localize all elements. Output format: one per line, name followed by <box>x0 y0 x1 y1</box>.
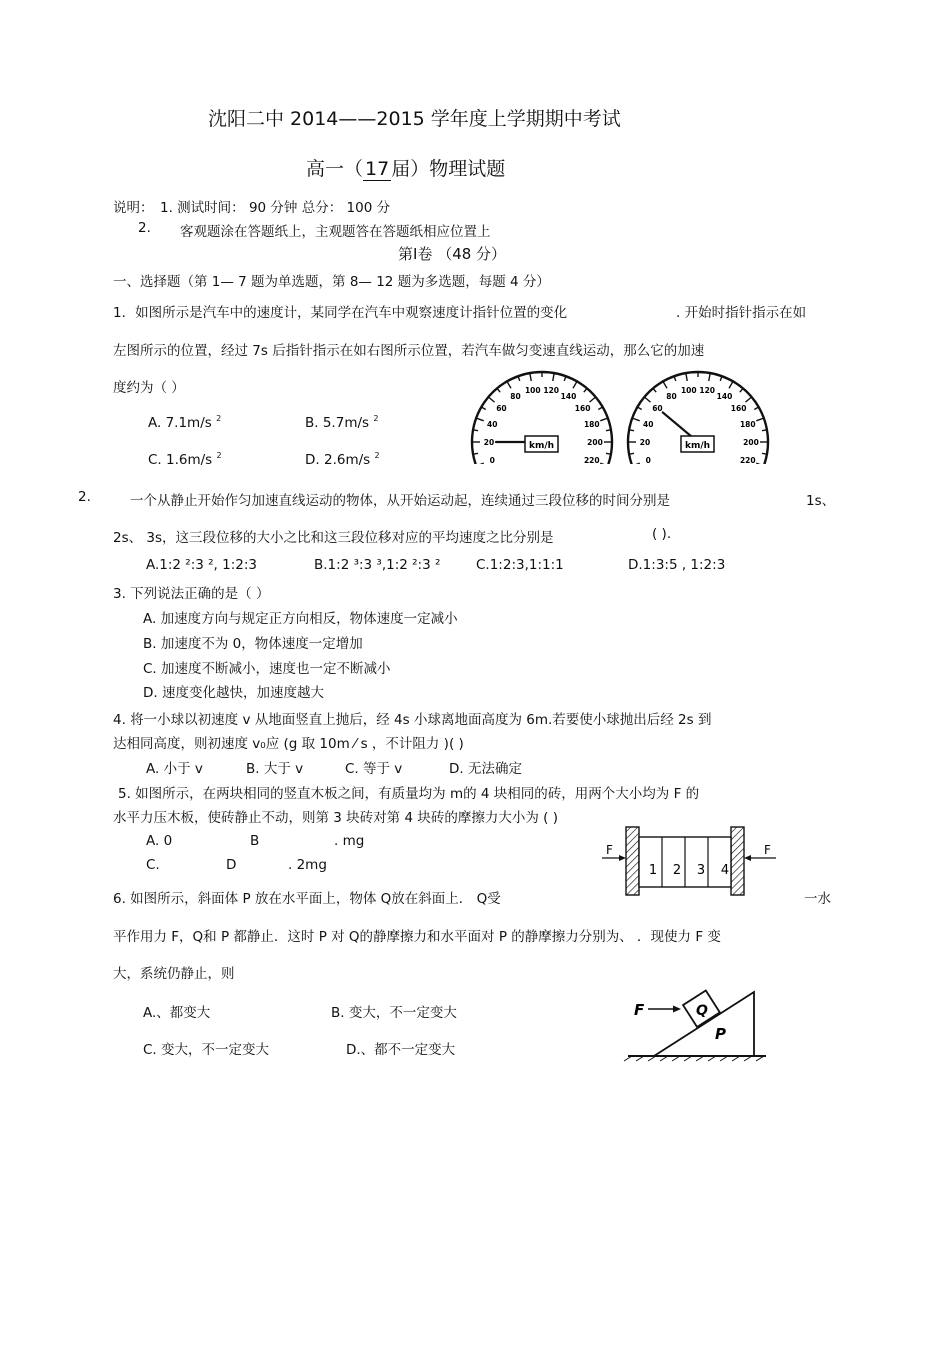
q3-option-c: C. 加速度不断减小，速度也一定不断减小 <box>143 661 391 677</box>
incline-p-label: P <box>715 1025 726 1043</box>
q6-line-2: 平作用力 F，Q和 P 都静止．这时 P 对 Q的静摩擦力和水平面对 P 的静摩擦力分别为、 ．现使力 F 变 <box>113 929 721 945</box>
q5-option-b-value: . mg <box>334 833 365 849</box>
q5-option-a: A. 0 <box>146 833 173 849</box>
speedometer-left-tick-mark <box>507 381 511 388</box>
left-board <box>626 827 639 895</box>
brick-3-label: 3 <box>696 863 706 878</box>
brick-1-label: 1 <box>648 863 658 878</box>
speedometer-left-tick-mark <box>476 418 484 421</box>
notes-label: 说明： <box>113 200 154 216</box>
speedometer-right-tick-label: 120 <box>699 385 716 395</box>
speedometer-right-tick-mark <box>762 453 767 454</box>
speedometer-right-tick-mark <box>762 430 767 431</box>
q1-option-c: C. 1.6m/s $^2$ <box>148 451 222 468</box>
q1-line-1-end: . 开始时指针指示在如 <box>676 305 807 321</box>
speedometer-left-tick-label: 60 <box>496 403 507 413</box>
subtitle-suffix: 届）物理试题 <box>391 158 506 180</box>
speedometer-right <box>624 360 774 464</box>
speedometer-right-tick-mark <box>756 463 764 464</box>
brick-2-label: 2 <box>672 863 682 878</box>
q3-line-1: 3. 下列说法正确的是（ ） <box>113 586 270 602</box>
speedometer-right-tick-label: 80 <box>666 392 677 402</box>
exam-subtitle <box>306 154 505 181</box>
q3-option-d: D. 速度变化越快，加速度越大 <box>143 685 324 701</box>
speedometer-left-tick-mark <box>530 373 531 381</box>
speedometer-right-tick-mark <box>629 453 634 454</box>
q1-option-b: B. 5.7m/s $^2$ <box>305 414 379 431</box>
speedometer-left-tick-label: 120 <box>543 385 560 395</box>
q6-line-3: 大，系统仍静止，则 <box>113 966 235 982</box>
speedometer-left-tick-mark <box>600 463 608 464</box>
subtitle-prefix: 高一（ <box>306 158 364 180</box>
speedometer-right-tick-label: 220 <box>739 456 756 464</box>
speedometer-right-tick-mark <box>729 381 733 388</box>
speedometer-right-tick-mark <box>632 418 640 421</box>
speedometer-right-tick-mark <box>745 397 751 402</box>
speedometer-left-tick-label: 40 <box>486 419 498 429</box>
speedometer-left-tick-mark <box>476 463 484 464</box>
speedometer-left-tick-label: 200 <box>587 438 603 447</box>
speedometer-left-tick-mark <box>589 397 595 402</box>
brick-4-label: 4 <box>720 863 730 878</box>
notes-line-2-number: 2. <box>138 220 151 236</box>
speedometer-right-tick-mark <box>686 373 687 381</box>
speedometer-right-tick-label: 0 <box>645 456 651 464</box>
q4-option-a: A. 小于 v <box>146 761 203 777</box>
speedometer-left-tick-label: 80 <box>510 392 521 402</box>
speedometer-left-tick-mark <box>553 373 554 381</box>
q2-option-d: D.1:3:5 , 1:2:3 <box>628 557 726 573</box>
speedometer-right-tick-mark <box>756 418 764 421</box>
q5-option-d-value: . 2mg <box>288 857 327 873</box>
q3-option-a: A. 加速度方向与规定正方向相反，物体速度一定减小 <box>143 611 458 627</box>
speedometer-left-tick-label: 140 <box>560 392 577 402</box>
speedometer-right-tick-label: 40 <box>642 419 654 429</box>
brick-diagram <box>600 822 790 900</box>
q6-line-1: 6. 如图所示，斜面体 P 放在水平面上，物体 Q放在斜面上． Q受 <box>113 891 501 907</box>
q4-option-d: D. 无法确定 <box>449 761 522 777</box>
q5-line-2: 水平力压木板，使砖静止不动，则第 3 块砖对第 4 块砖的摩擦力大小为 ( ) <box>113 810 558 826</box>
speedometer-right-tick-label: 140 <box>716 392 733 402</box>
speedometer-left-tick-mark <box>606 430 611 431</box>
right-board <box>731 827 744 895</box>
speedometer-right-tick-mark <box>632 463 640 464</box>
q2-line-1-end: 1s、 <box>806 493 836 509</box>
speedometer-left-tick-label: 100 <box>524 385 541 395</box>
q2-line-1: 一个从静止开始作匀加速直线运动的物体，从开始运动起，连续通过三段位移的时间分别是 <box>130 493 670 509</box>
q2-number: 2. <box>78 489 91 505</box>
subtitle-grade: 17 <box>365 158 390 180</box>
speedometer-left-tick-label: 180 <box>583 419 600 429</box>
q5-option-c: C. <box>146 857 160 873</box>
q4-line-1: 4. 将一小球以初速度 v 从地面竖直上抛后，经 4s 小球离地面高度为 6m.若要使小球抛出后经 2s 到 <box>113 712 712 728</box>
notes-line-1: 1. 测试时间： 90 分钟 总分： 100 分 <box>160 200 391 216</box>
q4-line-2: 达相同高度，则初速度 v₀应 (g 取 10m ⁄ s ，不计阻力 )( ) <box>113 736 464 752</box>
force-f-label: F <box>634 1001 645 1019</box>
speedometer-left-tick-mark <box>473 430 478 431</box>
right-force-label: F <box>764 843 771 857</box>
q5-option-b: B <box>250 833 260 849</box>
left-force-label: F <box>606 843 613 857</box>
speedometer-right-tick-mark <box>653 388 656 392</box>
speedometer-left-tick-label: 20 <box>483 438 495 447</box>
speedometer-left-tick-mark <box>600 418 608 421</box>
q1-option-d: D. 2.6m/s $^2$ <box>305 451 380 468</box>
section-title: 第Ⅰ卷 （48 分） <box>398 245 507 263</box>
speedometer-left-tick-mark <box>473 453 478 454</box>
q1-line-1: 1．如图所示是汽车中的速度计，某同学在汽车中观察速度计指针位置的变化 <box>113 305 568 321</box>
speedometer-right-tick-label: 160 <box>730 403 747 413</box>
speedometer-left-unit: km/h <box>528 441 555 451</box>
q5-option-d: D <box>226 857 237 873</box>
speedometer-left-tick-mark <box>584 388 587 392</box>
speedometer-left-tick-mark <box>573 381 577 388</box>
q1-option-a: A. 7.1m/s $^2$ <box>148 414 222 431</box>
q3-option-b: B. 加速度不为 0，物体速度一定增加 <box>143 636 363 652</box>
q6-option-a: A.、都变大 <box>143 1005 211 1021</box>
speedometer-right-tick-mark <box>709 373 710 381</box>
speedometer-left-tick-mark <box>497 388 500 392</box>
q2-line-2-end: ( ). <box>652 526 672 542</box>
speedometer-right-tick-mark <box>663 381 667 388</box>
q2-option-c: C.1:2:3,1:1:1 <box>476 557 564 573</box>
speedometer-right-tick-label: 200 <box>743 438 759 447</box>
speedometer-right-tick-mark <box>740 388 743 392</box>
exam-title: 沈阳二中 2014——2015 学年度上学期期中考试 <box>208 108 621 130</box>
speedometer-left-tick-mark <box>488 397 494 402</box>
q4-option-b: B. 大于 v <box>246 761 304 777</box>
speedometer-right-tick-mark <box>644 397 650 402</box>
speedometer-right-tick-label: 100 <box>680 385 697 395</box>
q1-line-3: 度约为（ ） <box>113 380 185 396</box>
q5-line-1: 5. 如图所示，在两块相同的竖直木板之间，有质量均为 m的 4 块相同的砖，用两个大小均为 F 的 <box>118 786 700 802</box>
speedometer-right-tick-mark <box>629 430 634 431</box>
speedometer-right-tick-label: 180 <box>739 419 756 429</box>
q6-option-c: C. 变大，不一定变大 <box>143 1042 270 1058</box>
q2-option-a: A.1:2 ²:3 ², 1:2:3 <box>146 557 258 573</box>
q2-option-b: B.1:2 ³:3 ³,1:2 ²:3 ² <box>314 557 441 573</box>
speedometer-left-tick-label: 0 <box>489 456 495 464</box>
speedometer-left-tick-label: 220 <box>583 456 600 464</box>
q4-option-c: C. 等于 v <box>345 761 403 777</box>
section-heading: 一、选择题（第 1— 7 题为单选题，第 8— 12 题为多选题，每题 4 分） <box>113 274 550 290</box>
q6-option-d: D.、都不一定变大 <box>346 1042 456 1058</box>
speedometer-left <box>468 360 618 464</box>
speedometer-right-unit: km/h <box>684 441 711 451</box>
q6-line-1-end: 一水 <box>804 891 831 907</box>
q6-option-b: B. 变大，不一定变大 <box>331 1005 457 1021</box>
incline-diagram <box>620 982 770 1062</box>
notes-line-2: 客观题涂在答题纸上，主观题答在答题纸相应位置上 <box>180 224 491 240</box>
speedometer-left-tick-label: 160 <box>574 403 591 413</box>
speedometer-right-tick-label: 20 <box>639 438 651 447</box>
speedometer-left-tick-mark <box>606 453 611 454</box>
q1-line-2: 左图所示的位置，经过 7s 后指针指示在如右图所示位置，若汽车做匀变速直线运动，那么它的加速 <box>113 343 705 359</box>
block-q-label: Q <box>696 1003 708 1019</box>
q2-line-2: 2s、 3s，这三段位移的大小之比和这三段位移对应的平均速度之比分别是 <box>113 530 554 546</box>
speedometer-right-tick-label: 60 <box>652 403 663 413</box>
